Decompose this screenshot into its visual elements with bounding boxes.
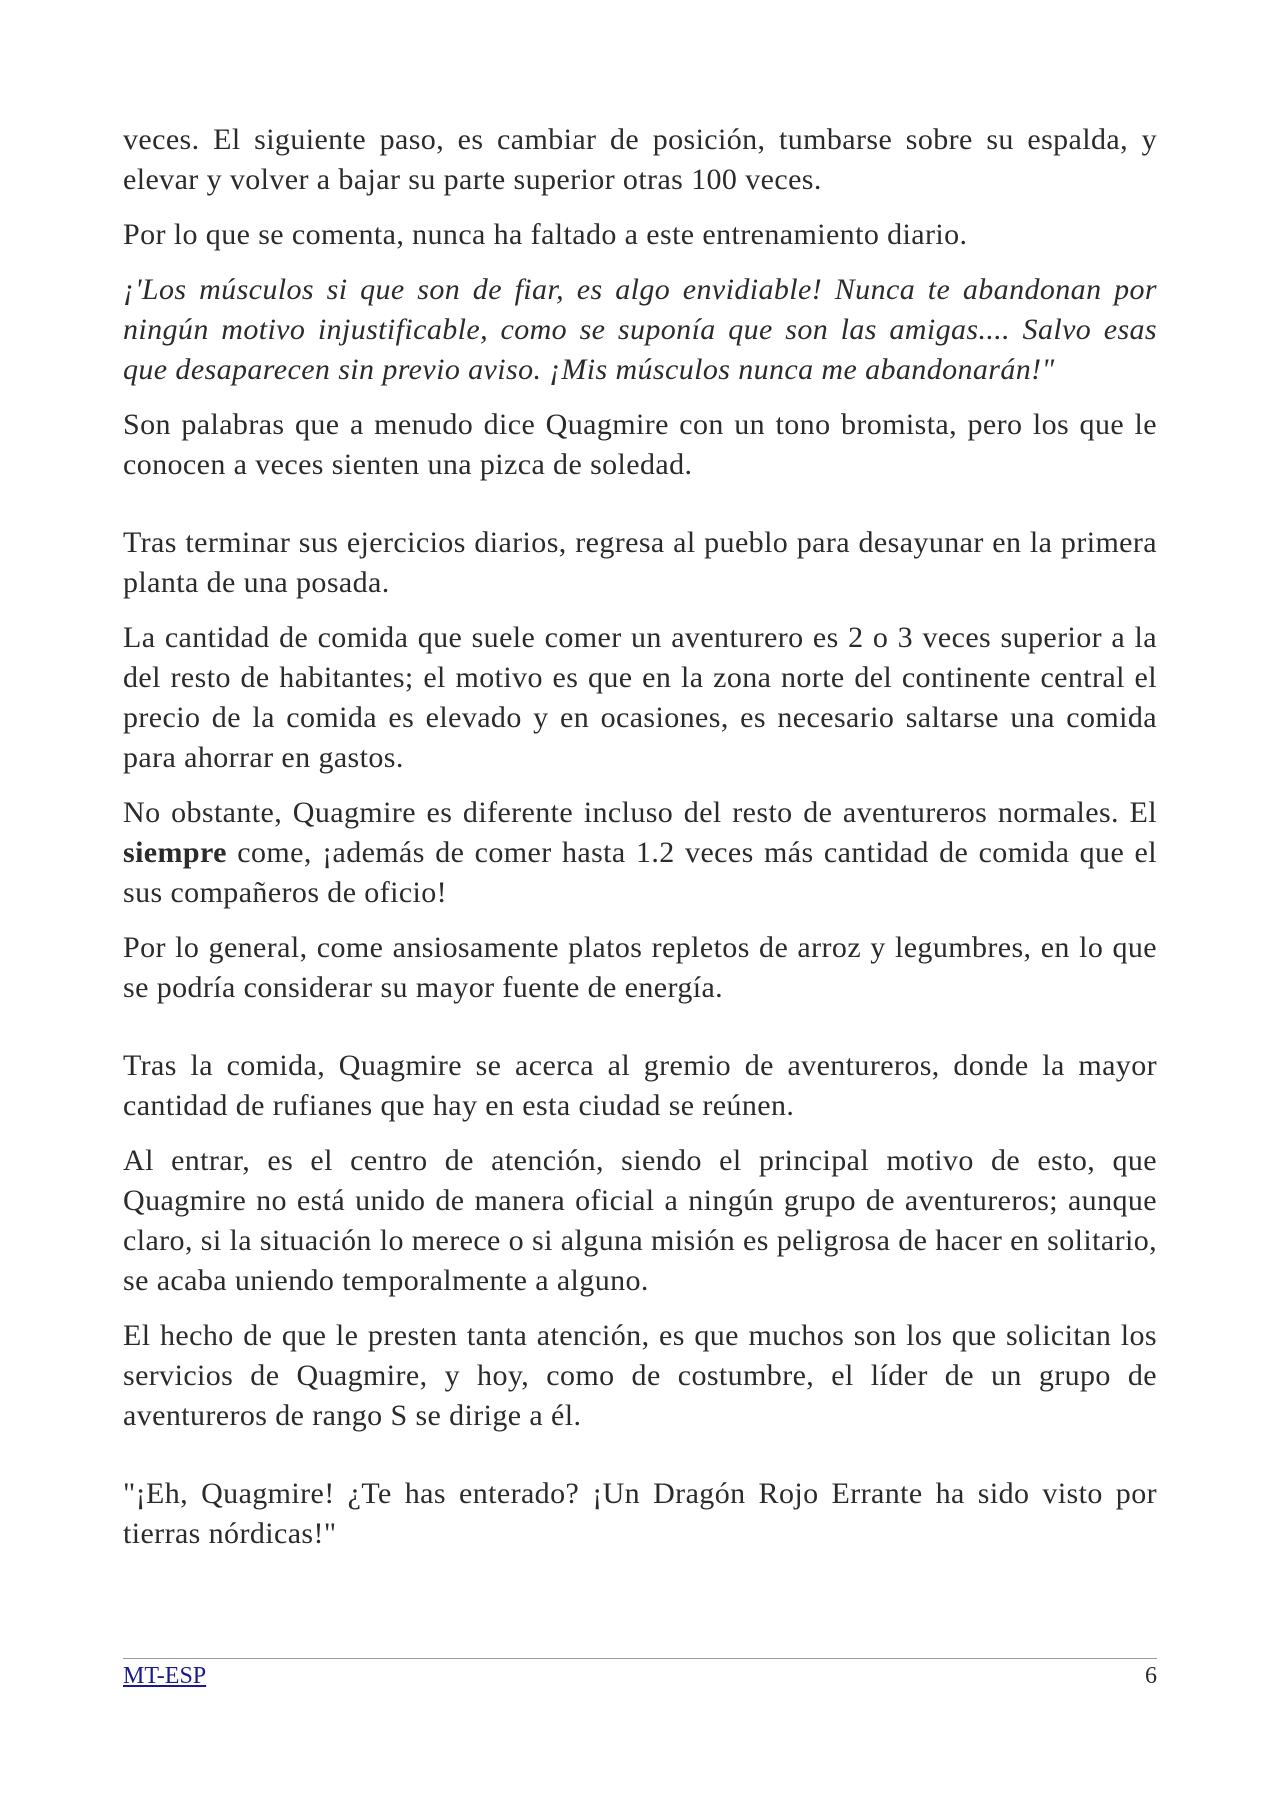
paragraph-exercise-end: veces. El siguiente paso, es cambiar de posición, tumbarse sobre su espalda, y elevar y volver a bajar su parte superior otras 100 veces. bbox=[123, 123, 1157, 196]
emphasis-siempre: siempre bbox=[123, 836, 227, 869]
paragraph-dragon-dialogue: "¡Eh, Quagmire! ¿Te has enterado? ¡Un Dragón Rojo Errante ha sido visto por tierras nórdicas!" bbox=[123, 1477, 1157, 1550]
paragraph-services-requested: El hecho de que le presten tanta atención, es que muchos son los que solicitan los servicios de Quagmire, y hoy, como de costumbre, el líder de un grupo de aventureros de rango S se dirige a él. bbox=[123, 1319, 1157, 1432]
paragraph-breakfast: Tras terminar sus ejercicios diarios, regresa al pueblo para desayunar en la primera planta de una posada. bbox=[123, 526, 1157, 599]
paragraph-guild-visit: Tras la comida, Quagmire se acerca al gremio de aventureros, donde la mayor cantidad de rufianes que hay en esta ciudad se reúnen. bbox=[123, 1049, 1157, 1122]
paragraph-quagmire-eats-before: No obstante, Quagmire es diferente incluso del resto de aventureros normales. El bbox=[123, 796, 1157, 829]
page-body bbox=[123, 120, 1157, 1569]
paragraph-energy-source: Por lo general, come ansiosamente platos repletos de arroz y legumbres, en lo que se podría considerar su mayor fuente de energía. bbox=[123, 931, 1157, 1004]
page-number: 6 bbox=[1145, 1663, 1157, 1689]
paragraph-muscle-quote: ¡'Los músculos si que son de fiar, es algo envidiable! Nunca te abandonan por ningún motivo injustificable, como se suponía que son las amigas.... Salvo esas que desaparecen sin previo aviso. ¡Mis músculos nunca me abandonarán!" bbox=[123, 273, 1157, 386]
paragraph-quagmire-eats-after: come, ¡además de comer hasta 1.2 veces más cantidad de comida que el sus compañeros de oficio! bbox=[123, 836, 1157, 909]
paragraph-food-amount: La cantidad de comida que suele comer un aventurero es 2 o 3 veces superior a la del resto de habitantes; el motivo es que en la zona norte del continente central el precio de la comida es elevado y en ocasiones, es necesario saltarse una comida para ahorrar en gastos. bbox=[123, 621, 1157, 774]
paragraph-center-of-attention: Al entrar, es el centro de atención, siendo el principal motivo de esto, que Quagmire no está unido de manera oficial a ningún grupo de aventureros; aunque claro, si la situación lo merece o si alguna misión es peligrosa de hacer en solitario, se acaba uniendo temporalmente a alguno. bbox=[123, 1144, 1157, 1297]
paragraph-quagmire-eats bbox=[123, 793, 1157, 913]
footer-source-link[interactable]: MT-ESP bbox=[123, 1663, 207, 1689]
footer-divider bbox=[123, 1658, 1157, 1659]
paragraph-loneliness: Son palabras que a menudo dice Quagmire con un tono bromista, pero los que le conocen a veces sienten una pizca de soledad. bbox=[123, 408, 1157, 481]
paragraph-training-habit: Por lo que se comenta, nunca ha faltado a este entrenamiento diario. bbox=[123, 218, 968, 251]
